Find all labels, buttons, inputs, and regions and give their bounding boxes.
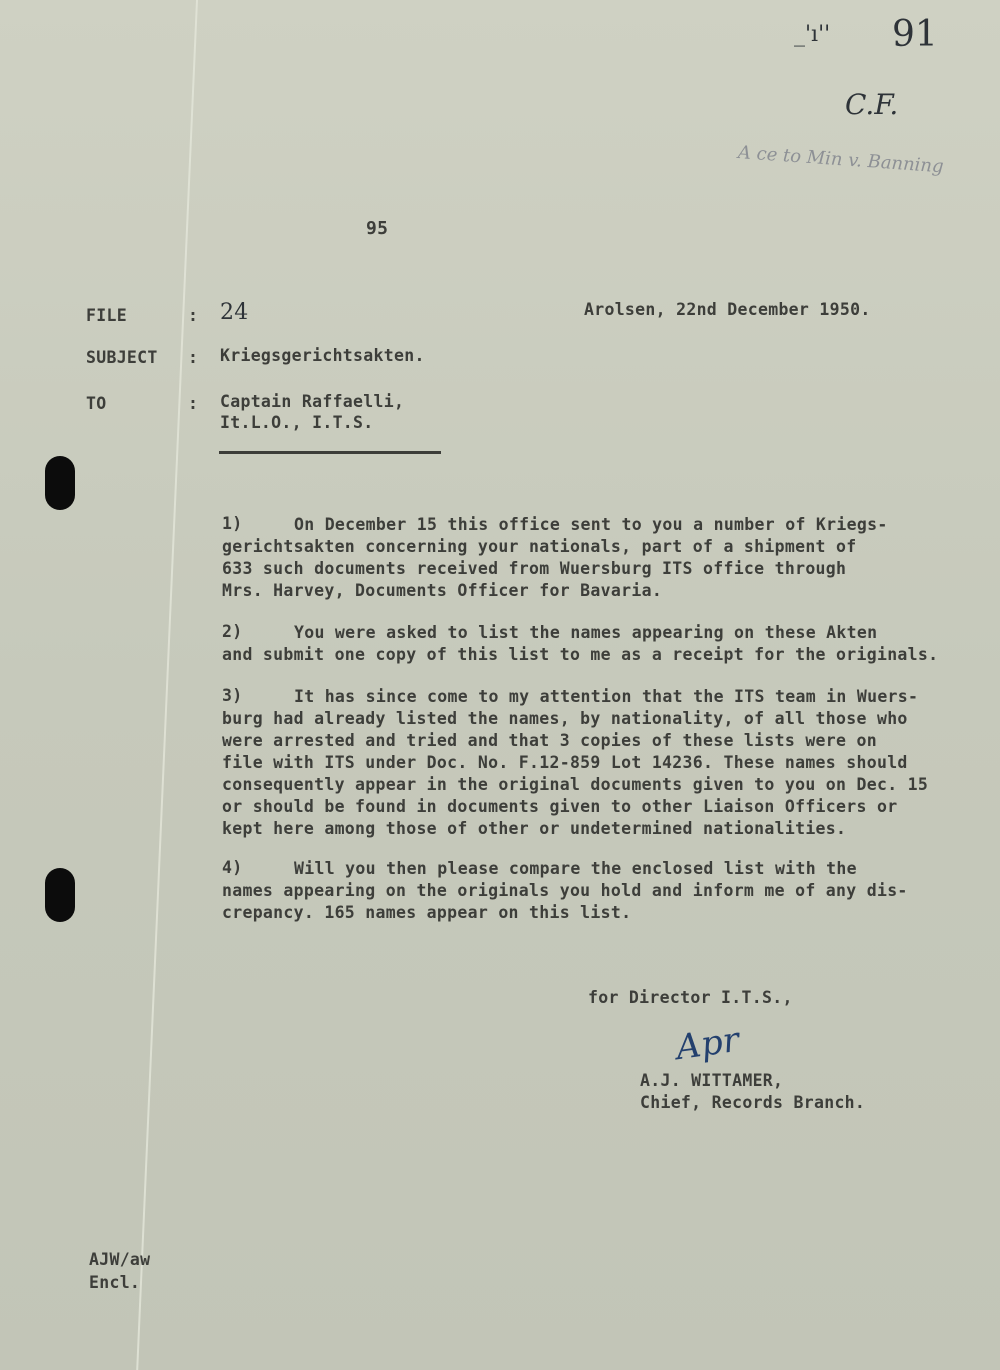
signatory-title: Chief, Records Branch. [640,1093,866,1112]
paper-fold-line [136,0,198,1370]
page-number: 91 [892,14,938,55]
paragraph-2-number: 2) [222,622,243,641]
paragraph-1-number: 1) [222,514,243,533]
paragraph-4-line-1: Will you then please compare the enclosed list with the [294,859,857,878]
document-number: 95 [366,218,389,239]
top-pencil-marks: _'ı'' [794,22,831,47]
to-label: TO [86,394,107,413]
recipient-line-1: Captain Raffaelli, [220,392,405,411]
paragraph-1 [222,514,952,602]
paragraph-1-line-2: gerichtsakten concerning your nationals, part of a shipment of [222,537,857,556]
handwritten-initials: C.F. [845,88,899,121]
recipient-line-2: It.L.O., I.T.S. [220,413,374,432]
file-value: 24 [220,300,249,325]
punch-hole-top [45,456,75,510]
punch-hole-bottom [45,868,75,922]
paragraph-1-line-1: On December 15 this office sent to you a number of Kriegs- [294,515,888,534]
paragraph-2-line-1: You were asked to list the names appearing on these Akten [294,623,878,642]
paragraph-3 [222,686,952,840]
enclosure-note: Encl. [89,1273,141,1292]
subject-colon: : [188,348,199,367]
paragraph-2 [222,622,952,666]
paragraph-1-line-3: 633 such documents received from Wuersburg ITS office through [222,559,847,578]
paragraph-1-line-4: Mrs. Harvey, Documents Officer for Bavaria. [222,581,663,600]
paragraph-3-line-3: were arrested and tried and that 3 copies of these lists were on [222,731,877,750]
paragraph-4-line-2: names appearing on the originals you hold and inform me of any dis- [222,881,908,900]
paragraph-3-line-5: consequently appear in the original documents given to you on Dec. 15 [222,775,929,794]
paragraph-4-number: 4) [222,858,243,877]
handwritten-note: A ce to Min v. Banning [737,142,945,178]
paragraph-3-number: 3) [222,686,243,705]
subject-value: Kriegsgerichtsakten. [220,346,425,365]
file-colon: : [188,306,199,325]
paragraph-4-line-3: crepancy. 165 names appear on this list. [222,903,632,922]
file-label: FILE [86,306,127,325]
paragraph-4 [222,858,952,924]
paragraph-2-line-2: and submit one copy of this list to me as a receipt for the originals. [222,645,939,664]
paragraph-3-line-2: burg had already listed the names, by nationality, of all those who [222,709,908,728]
paragraph-3-line-7: kept here among those of other or undetermined nationalities. [222,819,847,838]
paragraph-3-line-6: or should be found in documents given to other Liaison Officers or [222,797,898,816]
reference-initials: AJW/aw [89,1250,151,1269]
handwritten-signature: Apr [673,1019,742,1069]
to-colon: : [188,394,199,413]
paragraph-3-line-1: It has since come to my attention that the ITS team in Wuers- [294,687,919,706]
subject-label: SUBJECT [86,348,158,367]
signatory-name: A.J. WITTAMER, [640,1071,784,1090]
header-underline [219,451,441,454]
letter-date: Arolsen, 22nd December 1950. [584,300,871,319]
paragraph-3-line-4: file with ITS under Doc. No. F.12-859 Lot 14236. These names should [222,753,908,772]
for-director-line: for Director I.T.S., [588,988,793,1007]
